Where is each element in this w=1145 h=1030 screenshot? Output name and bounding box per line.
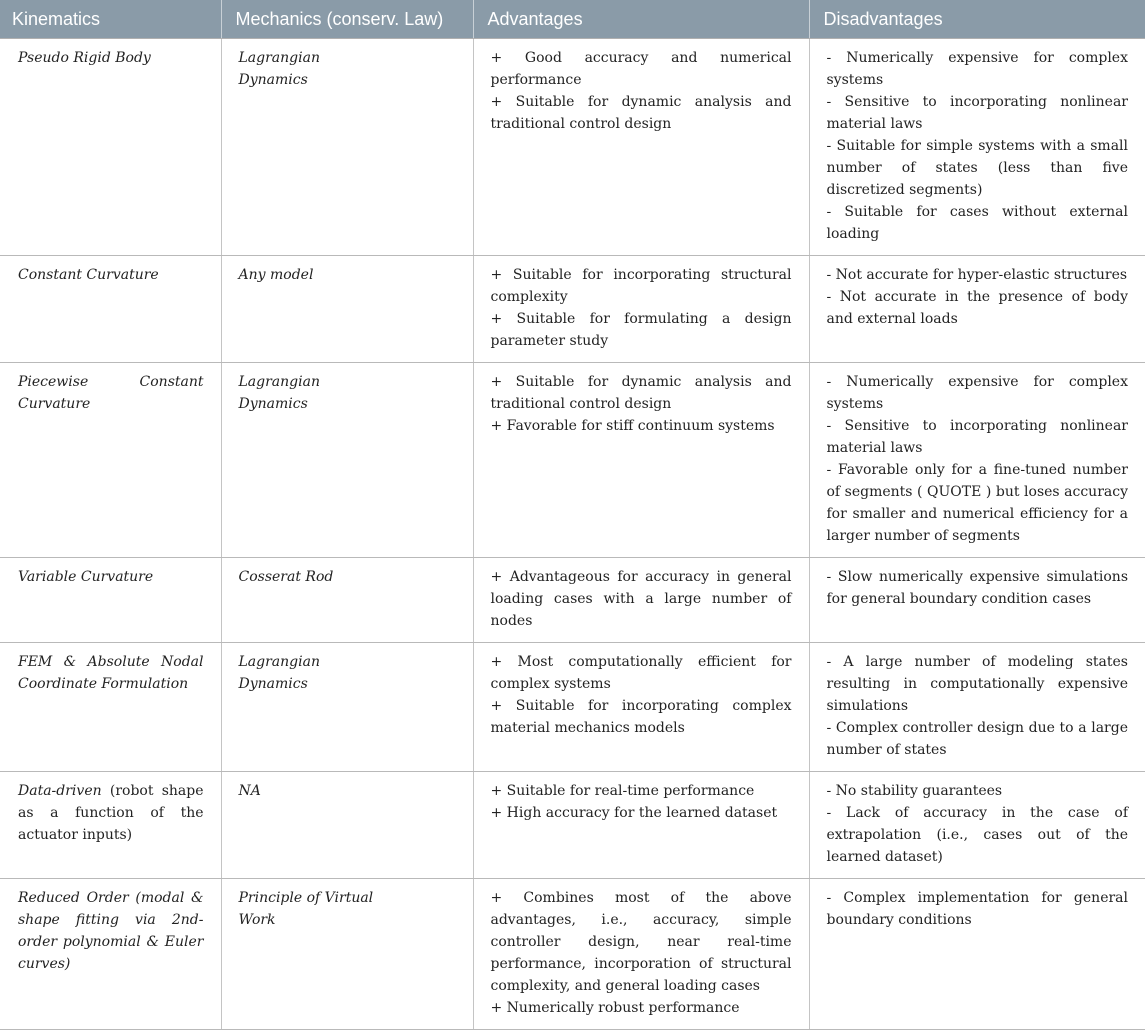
- cell-kinematics: [0, 772, 221, 879]
- cell-advantages: [473, 879, 809, 1030]
- disadvantage-item: - Complex implementation for general boundary conditions: [826, 890, 1128, 928]
- kinematics-text: Data-driven: [18, 783, 102, 799]
- cell-advantages: [473, 643, 809, 772]
- advantage-item: + Suitable for formulating a design parameter study: [490, 311, 792, 349]
- mechanics-text: Principle of Virtual: [238, 890, 374, 906]
- cell-advantages: [473, 39, 809, 256]
- cell-kinematics: [0, 256, 221, 363]
- mechanics-text: Lagrangian: [238, 374, 320, 390]
- advantage-item: + Good accuracy and numerical performance: [490, 50, 792, 88]
- cell-disadvantages: [809, 39, 1145, 256]
- advantage-item: + Advantageous for accuracy in general loading cases with a large number of nodes: [490, 569, 792, 629]
- disadvantage-item: - Sensitive to incorporating nonlinear material laws: [826, 94, 1128, 132]
- advantage-item: + Favorable for stiff continuum systems: [490, 418, 775, 434]
- mechanics-text: Dynamics: [238, 396, 308, 412]
- kinematics-text: Constant Curvature: [18, 267, 159, 283]
- mechanics-text: Dynamics: [238, 72, 308, 88]
- kinematics-text: Piecewise Constant Curvature: [18, 374, 204, 412]
- advantage-item: + Suitable for incorporating structural complexity: [490, 267, 792, 305]
- disadvantage-item: - Lack of accuracy in the case of extrapolation (i.e., cases out of the learned dataset): [826, 805, 1128, 865]
- kinematics-text: FEM & Absolute Nodal Coordinate Formulation: [18, 654, 204, 692]
- mechanics-text: Lagrangian: [238, 50, 320, 66]
- header-row: [0, 0, 1145, 39]
- advantage-item: + Numerically robust performance: [490, 1000, 740, 1016]
- cell-kinematics: [0, 879, 221, 1030]
- header-disadvantages: Disadvantages: [809, 0, 1145, 39]
- table-row: [0, 643, 1145, 772]
- cell-mechanics: [221, 558, 473, 643]
- disadvantage-item: - Not accurate in the presence of body and external loads: [826, 289, 1128, 327]
- cell-mechanics: [221, 363, 473, 558]
- advantage-item: + Suitable for dynamic analysis and traditional control design: [490, 374, 792, 412]
- table-row: [0, 363, 1145, 558]
- kinematics-text: (robot shape as a function of the actuator inputs): [18, 783, 204, 843]
- cell-kinematics: [0, 643, 221, 772]
- cell-advantages: [473, 256, 809, 363]
- kinematics-text: Pseudo Rigid Body: [18, 50, 151, 66]
- mechanics-text: Dynamics: [238, 676, 308, 692]
- table-body: [0, 39, 1145, 1030]
- cell-mechanics: [221, 256, 473, 363]
- disadvantage-item: - Slow numerically expensive simulations for general boundary condition cases: [826, 569, 1128, 607]
- header-advantages: Advantages: [473, 0, 809, 39]
- disadvantage-item: - Suitable for cases without external loading: [826, 204, 1128, 242]
- disadvantage-item: - Numerically expensive for complex systems: [826, 374, 1128, 412]
- cell-disadvantages: [809, 879, 1145, 1030]
- header-mechanics: Mechanics (conserv. Law): [221, 0, 473, 39]
- advantage-item: + Combines most of the above advantages, i.e., accuracy, simple controller design, near real-time performance, incorporation of structural complexity, and general loading cases: [490, 890, 792, 994]
- cell-disadvantages: [809, 256, 1145, 363]
- cell-mechanics: [221, 772, 473, 879]
- cell-kinematics: [0, 39, 221, 256]
- disadvantage-item: - Favorable only for a fine-tuned number of segments ( QUOTE ) but loses accuracy for smaller and numerical efficiency for a larger number of segments: [826, 462, 1128, 544]
- cell-kinematics: [0, 363, 221, 558]
- disadvantage-item: - A large number of modeling states resulting in computationally expensive simulations: [826, 654, 1128, 714]
- mechanics-text: Lagrangian: [238, 654, 320, 670]
- cell-advantages: [473, 772, 809, 879]
- disadvantage-item: - Complex controller design due to a large number of states: [826, 720, 1128, 758]
- cell-mechanics: [221, 879, 473, 1030]
- disadvantage-item: - No stability guarantees: [826, 783, 1003, 799]
- mechanics-text: Any model: [238, 267, 314, 283]
- disadvantage-item: - Sensitive to incorporating nonlinear material laws: [826, 418, 1128, 456]
- kinematics-text: Reduced Order (modal & shape fitting via 2nd-order polynomial & Euler curves): [18, 890, 204, 972]
- disadvantage-item: - Suitable for simple systems with a small number of states (less than five discretized segments): [826, 138, 1128, 198]
- table-row: [0, 39, 1145, 256]
- cell-mechanics: [221, 643, 473, 772]
- cell-disadvantages: [809, 363, 1145, 558]
- header-kinematics: Kinematics: [0, 0, 221, 39]
- cell-disadvantages: [809, 558, 1145, 643]
- advantage-item: + Suitable for real-time performance: [490, 783, 755, 799]
- advantage-item: + Suitable for dynamic analysis and traditional control design: [490, 94, 792, 132]
- disadvantage-item: - Not accurate for hyper-elastic structures: [826, 267, 1128, 283]
- advantage-item: + Most computationally efficient for complex systems: [490, 654, 792, 692]
- mechanics-text: Cosserat Rod: [238, 569, 334, 585]
- cell-disadvantages: [809, 772, 1145, 879]
- table-row: [0, 256, 1145, 363]
- advantage-item: + Suitable for incorporating complex material mechanics models: [490, 698, 792, 736]
- disadvantage-item: - Numerically expensive for complex systems: [826, 50, 1128, 88]
- table-row: [0, 558, 1145, 643]
- mechanics-text: Work: [238, 912, 276, 928]
- cell-advantages: [473, 363, 809, 558]
- mechanics-text: NA: [238, 783, 261, 799]
- cell-advantages: [473, 558, 809, 643]
- cell-mechanics: [221, 39, 473, 256]
- advantage-item: + High accuracy for the learned dataset: [490, 805, 778, 821]
- cell-disadvantages: [809, 643, 1145, 772]
- kinematics-text: Variable Curvature: [18, 569, 154, 585]
- table-row: [0, 879, 1145, 1030]
- cell-kinematics: [0, 558, 221, 643]
- table-row: [0, 772, 1145, 879]
- table-header: [0, 0, 1145, 39]
